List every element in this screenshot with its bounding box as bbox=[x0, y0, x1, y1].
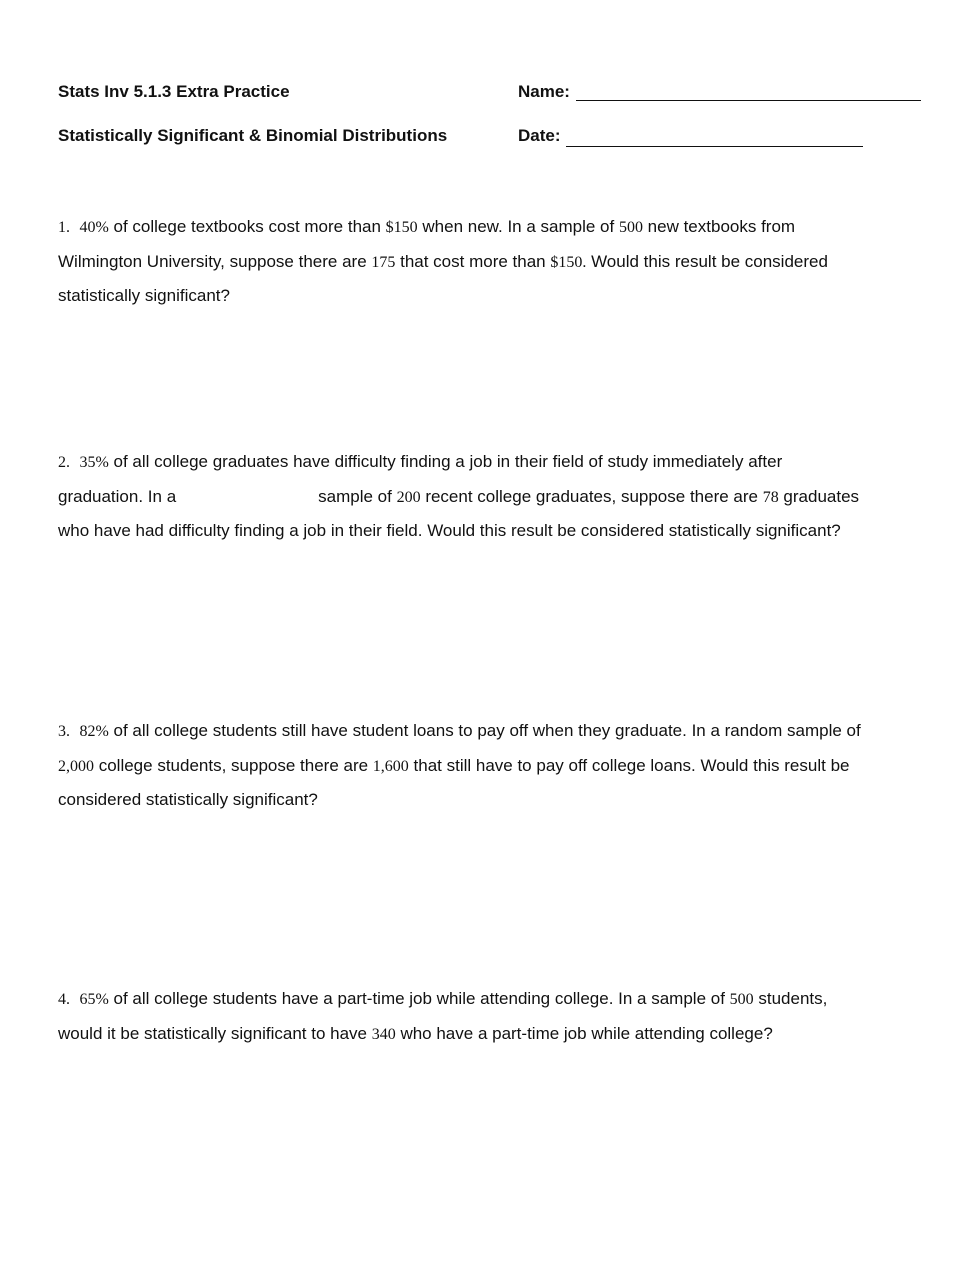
question-text: would it be statistically significant to have bbox=[58, 1023, 372, 1043]
question-text: of all college graduates have difficulty finding a job in their field of study immediately after bbox=[108, 452, 783, 471]
question-value: 1,600 bbox=[372, 757, 409, 775]
question-number: 1. bbox=[58, 219, 70, 236]
worksheet-title: Stats Inv 5.1.3 Extra Practice bbox=[58, 82, 290, 101]
question-text: that cost more than bbox=[395, 251, 551, 271]
question-text: recent college graduates, suppose there are bbox=[420, 486, 763, 506]
question-text: graduation. In a bbox=[58, 486, 177, 506]
date-label: Date: bbox=[518, 126, 561, 145]
question-text: new textbooks from bbox=[642, 217, 796, 236]
question-value: 200 bbox=[396, 488, 421, 506]
question-text: when new. In a sample of bbox=[417, 217, 619, 236]
question-text: sample of bbox=[318, 486, 397, 506]
question-2 bbox=[58, 445, 928, 548]
question-text: of all college students have a part-time job while attending college. In a sample of bbox=[108, 989, 730, 1008]
question-3-line-3 bbox=[58, 783, 928, 817]
question-value: 35% bbox=[79, 454, 109, 471]
question-number: 2. bbox=[58, 454, 70, 471]
date-blank-line[interactable] bbox=[566, 146, 863, 147]
question-1-line-1 bbox=[58, 210, 928, 245]
question-4 bbox=[58, 982, 928, 1051]
question-value: 40% bbox=[79, 219, 109, 236]
question-value: $150. bbox=[550, 253, 587, 271]
question-text: who have a part-time job while attending college? bbox=[395, 1023, 773, 1043]
question-value: 78 bbox=[762, 488, 779, 506]
question-3-line-2 bbox=[58, 749, 928, 784]
question-value: $150 bbox=[385, 219, 418, 236]
question-2-line-3 bbox=[58, 514, 928, 548]
question-text: considered statistically significant? bbox=[58, 790, 318, 809]
question-text: Would this result be considered bbox=[586, 251, 828, 271]
question-1-line-3 bbox=[58, 279, 928, 313]
question-text: students, bbox=[753, 989, 828, 1008]
question-3 bbox=[58, 714, 928, 817]
question-text: of college textbooks cost more than bbox=[108, 217, 386, 236]
question-text: college students, suppose there are bbox=[94, 755, 373, 775]
question-value: 65% bbox=[79, 991, 109, 1008]
question-2-line-2 bbox=[58, 480, 928, 515]
question-value: 340 bbox=[371, 1025, 396, 1043]
worksheet-subtitle: Statistically Significant & Binomial Distributions bbox=[58, 126, 448, 145]
question-value: 500 bbox=[618, 219, 643, 236]
question-value: 500 bbox=[729, 991, 754, 1008]
question-4-line-2 bbox=[58, 1017, 928, 1052]
question-text: who have had difficulty finding a job in their field. Would this result be considered statistically significant? bbox=[58, 521, 841, 540]
question-value: 175 bbox=[371, 253, 396, 271]
question-number: 3. bbox=[58, 723, 70, 740]
question-text: graduates bbox=[778, 486, 860, 506]
question-text: Wilmington University, suppose there are bbox=[58, 251, 372, 271]
question-4-line-1 bbox=[58, 982, 928, 1017]
question-1-line-2 bbox=[58, 245, 928, 280]
question-value: 82% bbox=[79, 723, 109, 740]
question-text: statistically significant? bbox=[58, 286, 230, 305]
name-label: Name: bbox=[518, 82, 570, 101]
question-number: 4. bbox=[58, 991, 70, 1008]
question-2-line-1 bbox=[58, 445, 928, 480]
question-value: 2,000 bbox=[58, 757, 94, 775]
question-1 bbox=[58, 210, 928, 313]
question-text: of all college students still have student loans to pay off when they graduate. In a random sample of bbox=[108, 721, 861, 740]
name-blank-line[interactable] bbox=[576, 100, 921, 101]
question-3-line-1 bbox=[58, 714, 928, 749]
question-text: that still have to pay off college loans. Would this result be bbox=[408, 755, 850, 775]
